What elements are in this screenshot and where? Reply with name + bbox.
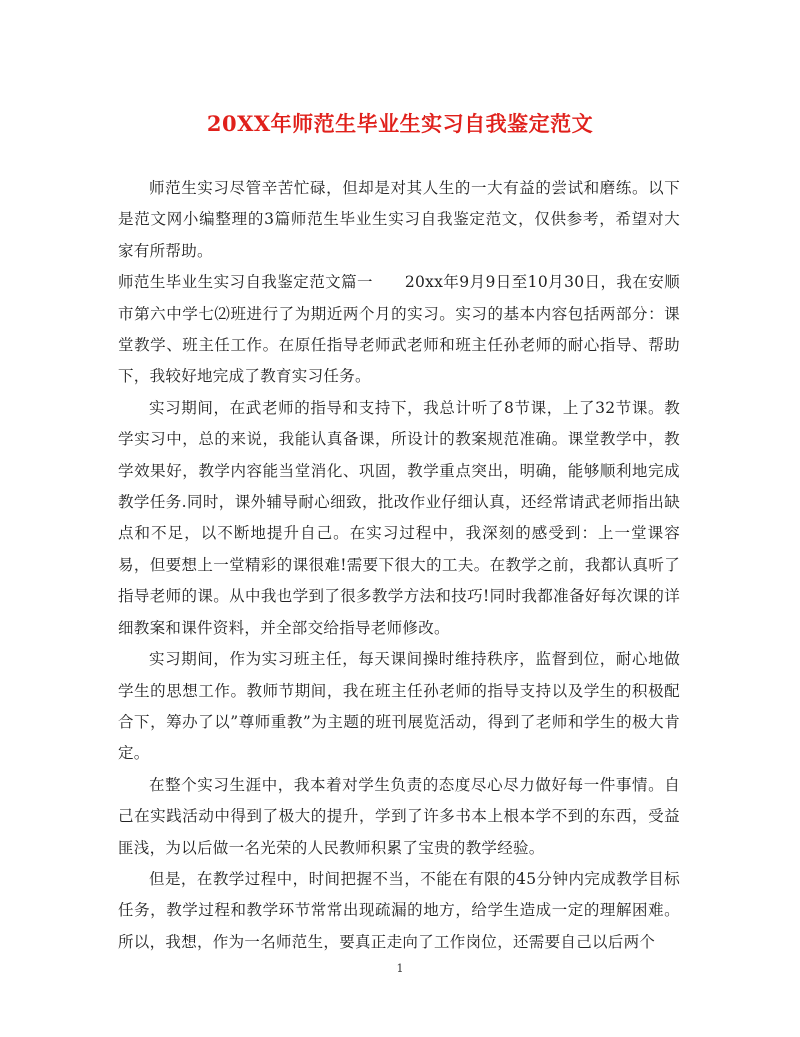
paragraph-intro: 师范生实习尽管辛苦忙碌，但却是对其人生的一大有益的尝试和磨练。以下是范文网小编整理的3篇师范生毕业生实习自我鉴定范文，仅供参考，希望对大家有所帮助。: [118, 179, 680, 260]
paragraph-shortcomings: 但是，在教学过程中，时间把握不当，不能在有限的45分钟内完成教学目标任务，教学过程和教学环节常常出现疏漏的地方，给学生造成一定的理解困难。所以，我想，作为一名师范生，要真正走向了工作岗位，还需要自己以后两个: [118, 869, 680, 951]
paragraph-section-one: 师范生毕业生实习自我鉴定范文篇一 20xx年9月9日至10月30日，我在安顺市第六中学七⑵班进行了为期近两个月的实习。实习的基本内容包括两部分：课堂教学、班主任工作。在原任指导老师武老师和班主任孙老师的耐心指导、帮助下，我较好地完成了教育实习任务。: [118, 273, 680, 386]
document-body: [118, 173, 680, 958]
page-number: 1: [396, 962, 404, 975]
paragraph-gains: 在整个实习生涯中，我本着对学生负责的态度尽心尽力做好每一件事情。自己在实践活动中得到了极大的提升，学到了许多书本上根本学不到的东西，受益匪浅，为以后做一名光荣的人民教师积累了宝贵的教学经验。: [118, 775, 680, 857]
paragraph-teaching-practice: 实习期间，在武老师的指导和支持下，我总计听了8节课，上了32节课。教学实习中，总的来说，我能认真备课，所设计的教案规范准确。课堂教学中，教学效果好，教学内容能当堂消化、巩固，教学重点突出，明确，能够顺利地完成教学任务.同时，课外辅导耐心细致，批改作业仔细认真，还经常请武老师指出缺点和不足，以不断地提升自己。在实习过程中，我深刻的感受到：上一堂课容易，但要想上一堂精彩的课很难!需要下很大的工夫。在教学之前，我都认真听了指导老师的课。从中我也学到了很多教学方法和技巧!同时我都准备好每次课的详细教案和课件资料，并全部交给指导老师修改。: [118, 398, 680, 637]
paragraph-class-teacher: 实习期间，作为实习班主任，每天课间操时维持秩序，监督到位，耐心地做学生的思想工作。教师节期间，我在班主任孙老师的指导支持以及学生的积极配合下，筹办了以”尊师重教”为主题的班刊展览活动，得到了老师和学生的极大肯定。: [118, 650, 680, 763]
document-title: 20XX年师范生毕业生实习自我鉴定范文: [206, 111, 594, 136]
